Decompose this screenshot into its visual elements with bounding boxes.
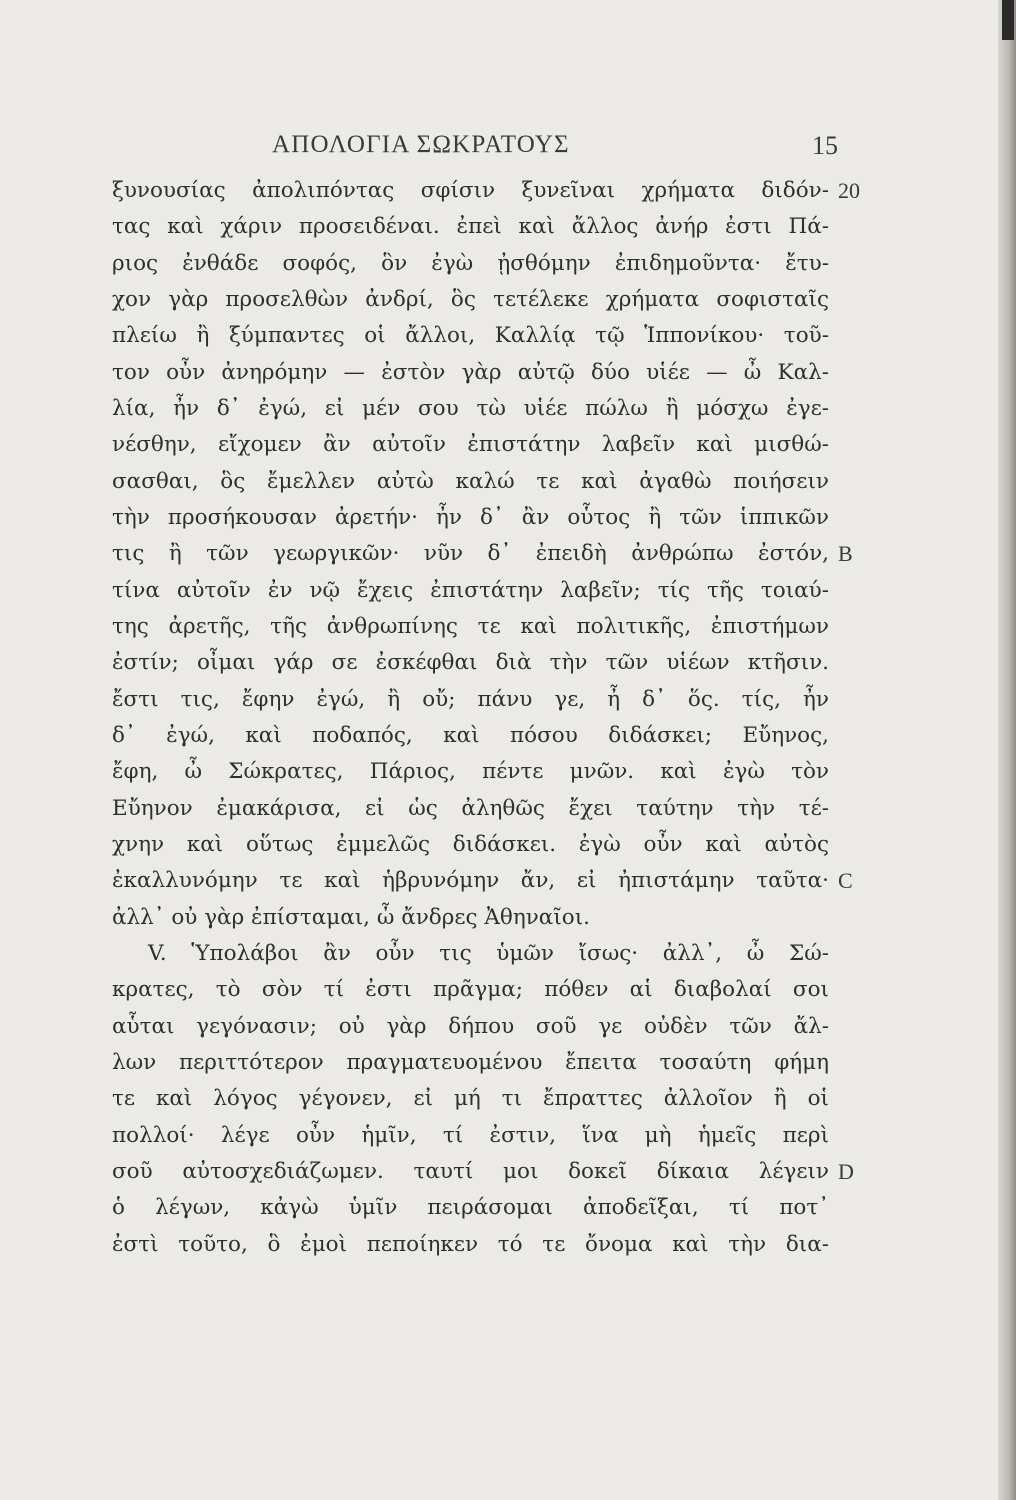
text-line: δ᾽ ἐγώ, καὶ ποδαπός, καὶ πόσου διδάσκει; Εὔηνος, bbox=[112, 723, 829, 748]
page-edge bbox=[998, 0, 1016, 1500]
text-line: χον γὰρ προσελθὼν ἀνδρί, ὃς τετέλεκε χρήματα σοφισταῖς bbox=[112, 287, 829, 312]
text-line: νέσθην, εἴχομεν ἂν αὐτοῖν ἐπιστάτην λαβεῖν καὶ μισθώ- bbox=[112, 432, 829, 457]
section-start-line: V. Ὑπολάβοι ἂν οὖν τις ὑμῶν ἴσως· ἀλλ᾽, ὦ Σώ- bbox=[148, 941, 829, 966]
section-marker-b: B bbox=[838, 541, 853, 566]
text-line: τις ἢ τῶν γεωργικῶν· νῦν δ᾽ ἐπειδὴ ἀνθρώπω ἐστόν, bbox=[112, 541, 829, 566]
text-line: ἐστίν; οἶμαι γάρ σε ἐσκέφθαι διὰ τὴν τῶν υἱέων κτῆσιν. bbox=[112, 650, 829, 675]
text-line: ἀλλ᾽ οὐ γὰρ ἐπίσταμαι, ὦ ἄνδρες Ἀθηναῖοι. bbox=[112, 905, 590, 930]
running-title: ΑΠΟΛΟΓΙΑ ΣΩΚΡΑΤΟΥΣ bbox=[272, 131, 570, 158]
text-line: Εὔηνον ἐμακάρισα, εἰ ὡς ἀληθῶς ἔχει ταύτην τὴν τέ- bbox=[112, 796, 829, 821]
text-line: κρατες, τὸ σὸν τί ἐστι πρᾶγμα; πόθεν αἱ διαβολαί σοι bbox=[112, 977, 829, 1002]
text-line: ἐστὶ τοῦτο, ὃ ἐμοὶ πεποίηκεν τό τε ὄνομα καὶ τὴν δια- bbox=[112, 1232, 829, 1257]
text-line: τον οὖν ἀνηρόμην — ἐστὸν γὰρ αὐτῷ δύο υἱέε — ὦ Καλ- bbox=[112, 360, 829, 385]
text-line: λων περιττότερον πραγματευομένου ἔπειτα τοσαύτη φήμη bbox=[112, 1050, 829, 1075]
page-edge-shadow bbox=[1002, 0, 1014, 40]
text-line: τε καὶ λόγος γέγονεν, εἰ μή τι ἔπραττες ἀλλοῖον ἢ οἱ bbox=[112, 1086, 829, 1111]
text-line: της ἀρετῆς, τῆς ἀνθρωπίνης τε καὶ πολιτικῆς, ἐπιστήμων bbox=[112, 614, 829, 639]
section-marker-c: C bbox=[838, 868, 853, 893]
section-marker-d: D bbox=[838, 1159, 854, 1184]
text-line: ἐκαλλυνόμην τε καὶ ἡβρυνόμην ἄν, εἰ ἠπιστάμην ταῦτα· bbox=[112, 868, 829, 893]
text-line: σασθαι, ὃς ἔμελλεν αὐτὼ καλώ τε καὶ ἀγαθὼ ποιήσειν bbox=[112, 469, 829, 494]
text-line: τας καὶ χάριν προσειδέναι. ἐπεὶ καὶ ἄλλος ἀνήρ ἐστι Πά- bbox=[112, 214, 829, 239]
text-line: χνην καὶ οὕτως ἐμμελῶς διδάσκει. ἐγὼ οὖν καὶ αὐτὸς bbox=[112, 832, 829, 857]
text-line: ἔφη, ὦ Σώκρατες, Πάριος, πέντε μνῶν. καὶ ἐγὼ τὸν bbox=[112, 759, 829, 784]
text-line: πλείω ἢ ξύμπαντες οἱ ἄλλοι, Καλλίᾳ τῷ Ἱππονίκου· τοῦ- bbox=[112, 323, 829, 348]
text-line: αὗται γεγόνασιν; οὐ γὰρ δήπου σοῦ γε οὐδὲν τῶν ἄλ- bbox=[112, 1014, 829, 1039]
text-line: ριος ἐνθάδε σοφός, ὃν ἐγὼ ᾐσθόμην ἐπιδημοῦντα· ἔτυ- bbox=[112, 251, 829, 276]
text-line: τὴν προσήκουσαν ἀρετήν· ἦν δ᾽ ἂν οὗτος ἢ τῶν ἱππικῶν bbox=[112, 505, 829, 530]
text-line: πολλοί· λέγε οὖν ἡμῖν, τί ἐστιν, ἵνα μὴ ἡμεῖς περὶ bbox=[112, 1123, 829, 1148]
line-number-marker: 20 bbox=[838, 178, 860, 203]
text-line: λία, ἦν δ᾽ ἐγώ, εἰ μέν σου τὼ υἱέε πώλω ἢ μόσχω ἐγε- bbox=[112, 396, 829, 421]
text-line: τίνα αὐτοῖν ἐν νῷ ἔχεις ἐπιστάτην λαβεῖν; τίς τῆς τοιαύ- bbox=[112, 578, 829, 603]
text-line: ἔστι τις, ἔφην ἐγώ, ἢ οὔ; πάνυ γε, ἦ δ᾽ ὅς. τίς, ἦν bbox=[112, 687, 829, 712]
text-line: σοῦ αὐτοσχεδιάζωμεν. ταυτί μοι δοκεῖ δίκαια λέγειν bbox=[112, 1159, 829, 1184]
page-number: 15 bbox=[812, 131, 838, 160]
text-line: ξυνουσίας ἀπολιπόντας σφίσιν ξυνεῖναι χρήματα διδόν- bbox=[112, 178, 829, 203]
text-line: ὁ λέγων, κἀγὼ ὑμῖν πειράσομαι ἀποδεῖξαι, τί ποτ᾽ bbox=[112, 1195, 829, 1220]
